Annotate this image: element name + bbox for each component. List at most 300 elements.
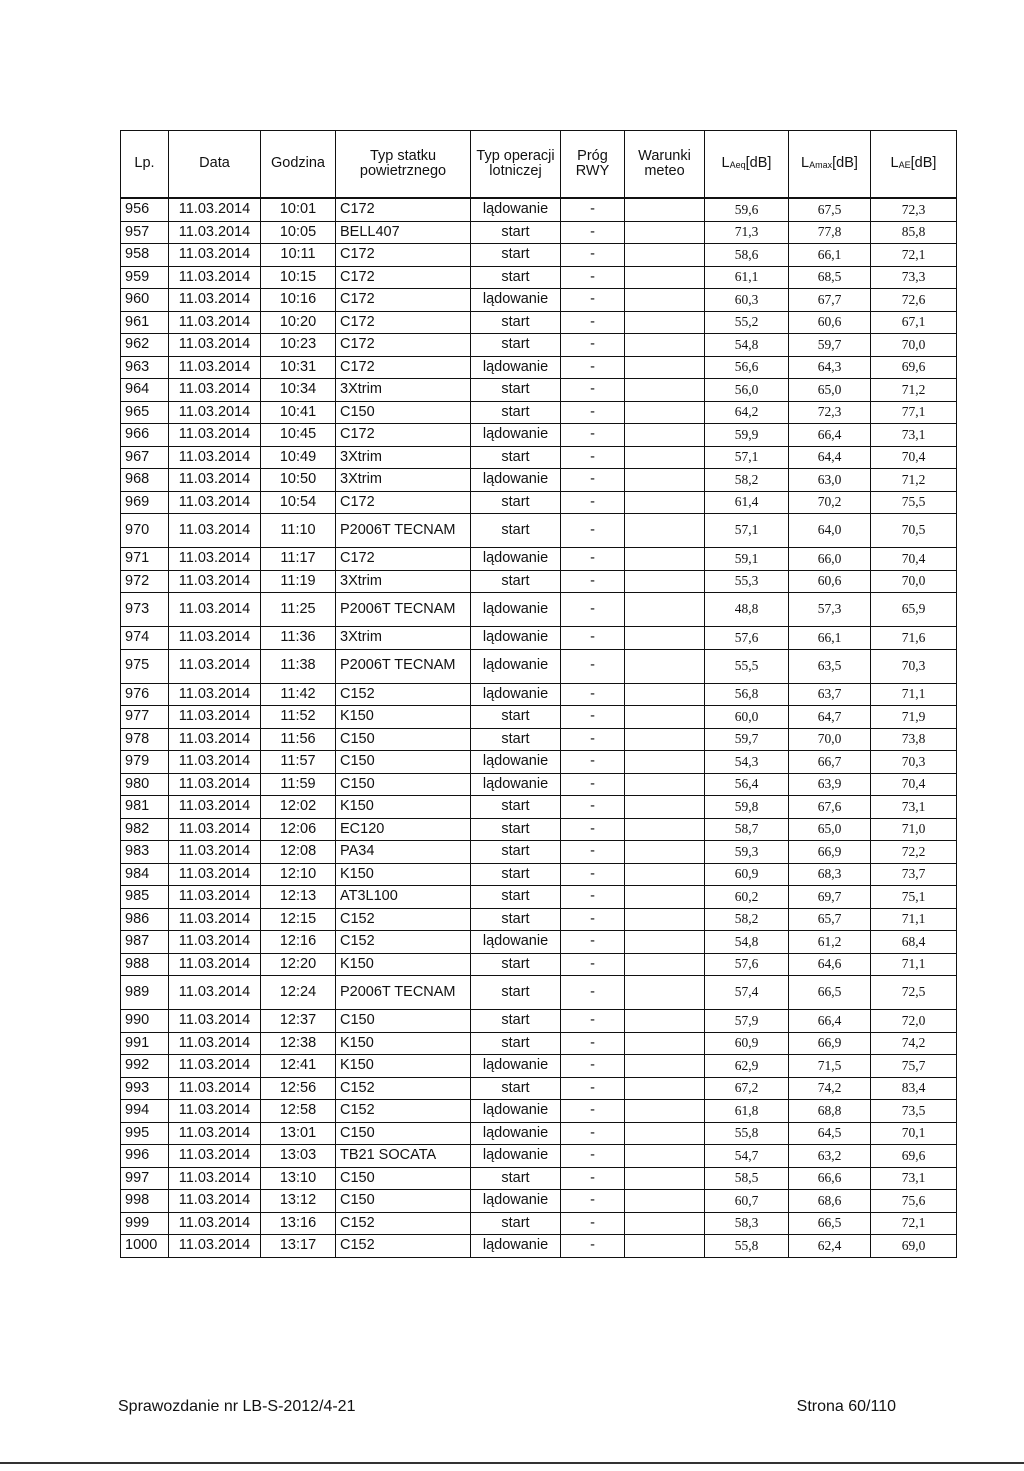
cell-laeq: 61,1 <box>705 266 789 289</box>
cell-operation: lądowanie <box>471 683 561 706</box>
cell-lp: 994 <box>121 1100 169 1123</box>
cell-lamax: 69,7 <box>789 886 871 909</box>
cell-weather <box>625 289 705 312</box>
cell-laeq: 60,7 <box>705 1190 789 1213</box>
cell-time: 13:01 <box>261 1122 336 1145</box>
table-row <box>121 728 957 751</box>
cell-operation: start <box>471 1010 561 1033</box>
cell-runway: - <box>561 683 625 706</box>
cell-lp: 987 <box>121 931 169 954</box>
cell-lamax: 66,9 <box>789 1032 871 1055</box>
cell-laeq: 64,2 <box>705 401 789 424</box>
cell-laeq: 60,0 <box>705 706 789 729</box>
cell-lamax: 63,0 <box>789 469 871 492</box>
cell-laeq: 62,9 <box>705 1055 789 1078</box>
table-row <box>121 401 957 424</box>
cell-laeq: 56,6 <box>705 356 789 379</box>
cell-lamax: 63,2 <box>789 1145 871 1168</box>
cell-laeq: 67,2 <box>705 1077 789 1100</box>
cell-lp: 992 <box>121 1055 169 1078</box>
cell-date: 11.03.2014 <box>169 198 261 221</box>
cell-lp: 963 <box>121 356 169 379</box>
table-row <box>121 593 957 627</box>
cell-time: 12:38 <box>261 1032 336 1055</box>
cell-weather <box>625 491 705 514</box>
cell-lp: 997 <box>121 1167 169 1190</box>
cell-runway: - <box>561 311 625 334</box>
cell-laeq: 54,7 <box>705 1145 789 1168</box>
cell-lp: 960 <box>121 289 169 312</box>
cell-runway: - <box>561 1055 625 1078</box>
cell-runway: - <box>561 379 625 402</box>
cell-time: 12:10 <box>261 863 336 886</box>
cell-date: 11.03.2014 <box>169 548 261 571</box>
cell-lae: 70,0 <box>871 334 957 357</box>
cell-weather <box>625 401 705 424</box>
cell-aircraft-type: C152 <box>336 1235 471 1258</box>
cell-date: 11.03.2014 <box>169 649 261 683</box>
cell-lp: 988 <box>121 953 169 976</box>
cell-runway: - <box>561 289 625 312</box>
cell-lae: 75,6 <box>871 1190 957 1213</box>
cell-weather <box>625 1055 705 1078</box>
cell-time: 10:34 <box>261 379 336 402</box>
cell-time: 10:15 <box>261 266 336 289</box>
cell-weather <box>625 908 705 931</box>
table-row <box>121 683 957 706</box>
cell-weather <box>625 627 705 650</box>
cell-lamax: 65,0 <box>789 818 871 841</box>
cell-aircraft-type: TB21 SOCATA <box>336 1145 471 1168</box>
cell-operation: start <box>471 491 561 514</box>
cell-laeq: 54,8 <box>705 334 789 357</box>
cell-lp: 972 <box>121 570 169 593</box>
cell-aircraft-type: 3Xtrim <box>336 446 471 469</box>
cell-lamax: 64,6 <box>789 953 871 976</box>
cell-operation: lądowanie <box>471 548 561 571</box>
cell-lamax: 61,2 <box>789 931 871 954</box>
cell-time: 13:10 <box>261 1167 336 1190</box>
cell-lae: 72,0 <box>871 1010 957 1033</box>
cell-lae: 73,1 <box>871 424 957 447</box>
cell-aircraft-type: C172 <box>336 491 471 514</box>
cell-lp: 975 <box>121 649 169 683</box>
cell-laeq: 55,2 <box>705 311 789 334</box>
cell-runway: - <box>561 356 625 379</box>
cell-lae: 73,3 <box>871 266 957 289</box>
cell-lp: 971 <box>121 548 169 571</box>
header-lae-unit: [dB] <box>910 155 937 172</box>
cell-lae: 83,4 <box>871 1077 957 1100</box>
cell-lae: 70,4 <box>871 548 957 571</box>
cell-lp: 978 <box>121 728 169 751</box>
cell-time: 12:08 <box>261 841 336 864</box>
cell-runway: - <box>561 1010 625 1033</box>
cell-lae: 75,7 <box>871 1055 957 1078</box>
cell-lp: 989 <box>121 976 169 1010</box>
cell-aircraft-type: P2006T TECNAM <box>336 976 471 1010</box>
cell-laeq: 60,9 <box>705 863 789 886</box>
cell-time: 10:31 <box>261 356 336 379</box>
cell-operation: start <box>471 379 561 402</box>
cell-lp: 966 <box>121 424 169 447</box>
cell-time: 11:56 <box>261 728 336 751</box>
cell-aircraft-type: 3Xtrim <box>336 469 471 492</box>
cell-lae: 72,6 <box>871 289 957 312</box>
cell-lamax: 65,7 <box>789 908 871 931</box>
header-lp: Lp. <box>121 131 169 199</box>
cell-aircraft-type: C172 <box>336 334 471 357</box>
cell-operation: lądowanie <box>471 1145 561 1168</box>
cell-lp: 982 <box>121 818 169 841</box>
cell-operation: lądowanie <box>471 1190 561 1213</box>
cell-lae: 68,4 <box>871 931 957 954</box>
cell-operation: lądowanie <box>471 356 561 379</box>
report-number: Sprawozdanie nr LB-S-2012/4-21 <box>118 1398 356 1415</box>
cell-aircraft-type: C150 <box>336 1010 471 1033</box>
cell-runway: - <box>561 266 625 289</box>
table-row <box>121 1032 957 1055</box>
cell-lamax: 68,6 <box>789 1190 871 1213</box>
cell-laeq: 60,9 <box>705 1032 789 1055</box>
cell-weather <box>625 649 705 683</box>
cell-date: 11.03.2014 <box>169 334 261 357</box>
cell-runway: - <box>561 728 625 751</box>
cell-lamax: 66,7 <box>789 751 871 774</box>
cell-date: 11.03.2014 <box>169 379 261 402</box>
cell-operation: start <box>471 863 561 886</box>
cell-lamax: 60,6 <box>789 570 871 593</box>
cell-lamax: 68,5 <box>789 266 871 289</box>
cell-date: 11.03.2014 <box>169 289 261 312</box>
cell-laeq: 57,6 <box>705 953 789 976</box>
cell-aircraft-type: C172 <box>336 548 471 571</box>
cell-lamax: 66,6 <box>789 1167 871 1190</box>
cell-weather <box>625 818 705 841</box>
cell-weather <box>625 751 705 774</box>
cell-lp: 986 <box>121 908 169 931</box>
table-row <box>121 289 957 312</box>
cell-runway: - <box>561 1167 625 1190</box>
cell-laeq: 60,3 <box>705 289 789 312</box>
table-row <box>121 649 957 683</box>
cell-laeq: 59,9 <box>705 424 789 447</box>
cell-lp: 959 <box>121 266 169 289</box>
table-row <box>121 469 957 492</box>
header-lamax-main: L <box>801 155 810 172</box>
cell-date: 11.03.2014 <box>169 931 261 954</box>
cell-lamax: 66,1 <box>789 627 871 650</box>
cell-aircraft-type: C152 <box>336 908 471 931</box>
cell-operation: start <box>471 1167 561 1190</box>
cell-runway: - <box>561 491 625 514</box>
table-row <box>121 886 957 909</box>
table-row <box>121 931 957 954</box>
cell-lae: 70,4 <box>871 446 957 469</box>
cell-lamax: 74,2 <box>789 1077 871 1100</box>
cell-date: 11.03.2014 <box>169 446 261 469</box>
cell-time: 13:03 <box>261 1145 336 1168</box>
cell-lae: 71,2 <box>871 379 957 402</box>
cell-lae: 67,1 <box>871 311 957 334</box>
cell-time: 11:52 <box>261 706 336 729</box>
cell-weather <box>625 841 705 864</box>
cell-time: 12:16 <box>261 931 336 954</box>
cell-aircraft-type: C172 <box>336 198 471 221</box>
cell-date: 11.03.2014 <box>169 863 261 886</box>
table-row <box>121 334 957 357</box>
cell-lp: 974 <box>121 627 169 650</box>
cell-lp: 968 <box>121 469 169 492</box>
cell-aircraft-type: K150 <box>336 953 471 976</box>
table-row <box>121 514 957 548</box>
cell-lp: 983 <box>121 841 169 864</box>
cell-aircraft-type: EC120 <box>336 818 471 841</box>
cell-lp: 976 <box>121 683 169 706</box>
cell-lamax: 63,9 <box>789 773 871 796</box>
table-row <box>121 1100 957 1123</box>
cell-date: 11.03.2014 <box>169 886 261 909</box>
cell-runway: - <box>561 1077 625 1100</box>
header-lamax-unit: [dB] <box>832 155 858 172</box>
cell-weather <box>625 593 705 627</box>
cell-lp: 964 <box>121 379 169 402</box>
cell-operation: lądowanie <box>471 751 561 774</box>
cell-operation: lądowanie <box>471 649 561 683</box>
cell-date: 11.03.2014 <box>169 266 261 289</box>
cell-aircraft-type: K150 <box>336 1055 471 1078</box>
cell-time: 13:16 <box>261 1212 336 1235</box>
cell-operation: start <box>471 908 561 931</box>
cell-weather <box>625 266 705 289</box>
cell-runway: - <box>561 1032 625 1055</box>
cell-operation: start <box>471 818 561 841</box>
cell-lae: 73,7 <box>871 863 957 886</box>
cell-aircraft-type: C152 <box>336 683 471 706</box>
cell-operation: start <box>471 976 561 1010</box>
header-typ-statku: Typ statku powietrznego <box>336 131 471 199</box>
cell-lae: 71,0 <box>871 818 957 841</box>
cell-laeq: 58,3 <box>705 1212 789 1235</box>
cell-runway: - <box>561 818 625 841</box>
cell-date: 11.03.2014 <box>169 1212 261 1235</box>
cell-aircraft-type: C150 <box>336 1190 471 1213</box>
cell-lp: 967 <box>121 446 169 469</box>
cell-runway: - <box>561 796 625 819</box>
cell-weather <box>625 976 705 1010</box>
cell-time: 13:17 <box>261 1235 336 1258</box>
cell-lamax: 62,4 <box>789 1235 871 1258</box>
cell-lae: 72,2 <box>871 841 957 864</box>
cell-lp: 980 <box>121 773 169 796</box>
table-row <box>121 953 957 976</box>
cell-lae: 72,3 <box>871 198 957 221</box>
cell-weather <box>625 706 705 729</box>
cell-lamax: 57,3 <box>789 593 871 627</box>
cell-lamax: 63,7 <box>789 683 871 706</box>
cell-lae: 71,2 <box>871 469 957 492</box>
cell-laeq: 61,8 <box>705 1100 789 1123</box>
table-row <box>121 424 957 447</box>
cell-laeq: 58,2 <box>705 908 789 931</box>
cell-weather <box>625 198 705 221</box>
cell-lp: 977 <box>121 706 169 729</box>
cell-lp: 984 <box>121 863 169 886</box>
table-row <box>121 706 957 729</box>
cell-lamax: 67,7 <box>789 289 871 312</box>
cell-lae: 75,1 <box>871 886 957 909</box>
cell-operation: lądowanie <box>471 1055 561 1078</box>
cell-time: 10:05 <box>261 221 336 244</box>
cell-runway: - <box>561 649 625 683</box>
cell-aircraft-type: C152 <box>336 1100 471 1123</box>
cell-lp: 970 <box>121 514 169 548</box>
cell-lamax: 64,5 <box>789 1122 871 1145</box>
header-lamax-sub: Amax <box>809 160 833 171</box>
cell-laeq: 59,1 <box>705 548 789 571</box>
cell-laeq: 54,3 <box>705 751 789 774</box>
cell-date: 11.03.2014 <box>169 953 261 976</box>
cell-lp: 996 <box>121 1145 169 1168</box>
table-row <box>121 356 957 379</box>
table-row <box>121 908 957 931</box>
cell-laeq: 57,9 <box>705 1010 789 1033</box>
table-row <box>121 1145 957 1168</box>
cell-weather <box>625 1235 705 1258</box>
cell-operation: lądowanie <box>471 773 561 796</box>
cell-operation: start <box>471 334 561 357</box>
cell-lamax: 66,1 <box>789 244 871 267</box>
cell-aircraft-type: P2006T TECNAM <box>336 514 471 548</box>
cell-operation: start <box>471 221 561 244</box>
cell-aircraft-type: C152 <box>336 1077 471 1100</box>
cell-weather <box>625 469 705 492</box>
bottom-rule <box>0 1462 1024 1464</box>
cell-lamax: 64,0 <box>789 514 871 548</box>
cell-lamax: 67,6 <box>789 796 871 819</box>
cell-laeq: 56,8 <box>705 683 789 706</box>
cell-lae: 70,0 <box>871 570 957 593</box>
cell-time: 11:17 <box>261 548 336 571</box>
cell-weather <box>625 886 705 909</box>
table-header-row <box>121 131 957 199</box>
cell-weather <box>625 728 705 751</box>
table-row <box>121 311 957 334</box>
cell-operation: start <box>471 1077 561 1100</box>
header-lae-sub: AE <box>898 160 911 171</box>
table-row <box>121 1055 957 1078</box>
cell-time: 12:41 <box>261 1055 336 1078</box>
cell-aircraft-type: 3Xtrim <box>336 379 471 402</box>
cell-date: 11.03.2014 <box>169 401 261 424</box>
cell-runway: - <box>561 424 625 447</box>
cell-aircraft-type: K150 <box>336 796 471 819</box>
cell-weather <box>625 683 705 706</box>
cell-time: 10:01 <box>261 198 336 221</box>
table-row <box>121 570 957 593</box>
table-row <box>121 1235 957 1258</box>
cell-laeq: 58,5 <box>705 1167 789 1190</box>
cell-lae: 73,1 <box>871 796 957 819</box>
cell-aircraft-type: C172 <box>336 424 471 447</box>
table-row <box>121 773 957 796</box>
cell-operation: start <box>471 796 561 819</box>
cell-weather <box>625 379 705 402</box>
cell-lae: 73,1 <box>871 1167 957 1190</box>
table-row <box>121 1077 957 1100</box>
cell-laeq: 55,8 <box>705 1235 789 1258</box>
cell-laeq: 61,4 <box>705 491 789 514</box>
cell-date: 11.03.2014 <box>169 1077 261 1100</box>
cell-weather <box>625 356 705 379</box>
cell-weather <box>625 424 705 447</box>
cell-lae: 69,6 <box>871 356 957 379</box>
cell-weather <box>625 953 705 976</box>
cell-laeq: 58,2 <box>705 469 789 492</box>
cell-date: 11.03.2014 <box>169 1145 261 1168</box>
cell-weather <box>625 311 705 334</box>
cell-lae: 75,5 <box>871 491 957 514</box>
table-row <box>121 818 957 841</box>
cell-time: 11:57 <box>261 751 336 774</box>
table-row <box>121 1010 957 1033</box>
cell-operation: start <box>471 514 561 548</box>
cell-time: 10:49 <box>261 446 336 469</box>
cell-date: 11.03.2014 <box>169 627 261 650</box>
cell-runway: - <box>561 593 625 627</box>
cell-lamax: 68,3 <box>789 863 871 886</box>
cell-aircraft-type: BELL407 <box>336 221 471 244</box>
cell-laeq: 57,1 <box>705 446 789 469</box>
cell-operation: start <box>471 244 561 267</box>
cell-weather <box>625 931 705 954</box>
header-laeq-sub: Aeq <box>729 160 746 171</box>
cell-lae: 69,0 <box>871 1235 957 1258</box>
cell-time: 12:56 <box>261 1077 336 1100</box>
cell-runway: - <box>561 953 625 976</box>
cell-operation: start <box>471 401 561 424</box>
table-row <box>121 796 957 819</box>
cell-runway: - <box>561 886 625 909</box>
cell-lae: 70,1 <box>871 1122 957 1145</box>
cell-operation: start <box>471 886 561 909</box>
cell-date: 11.03.2014 <box>169 424 261 447</box>
cell-runway: - <box>561 931 625 954</box>
cell-lae: 65,9 <box>871 593 957 627</box>
cell-time: 12:06 <box>261 818 336 841</box>
cell-operation: lądowanie <box>471 1122 561 1145</box>
cell-lae: 73,5 <box>871 1100 957 1123</box>
cell-lp: 990 <box>121 1010 169 1033</box>
cell-laeq: 57,4 <box>705 976 789 1010</box>
cell-time: 10:45 <box>261 424 336 447</box>
cell-time: 12:20 <box>261 953 336 976</box>
cell-lp: 961 <box>121 311 169 334</box>
cell-aircraft-type: C150 <box>336 401 471 424</box>
cell-laeq: 55,3 <box>705 570 789 593</box>
cell-laeq: 48,8 <box>705 593 789 627</box>
cell-weather <box>625 446 705 469</box>
cell-weather <box>625 221 705 244</box>
cell-lp: 993 <box>121 1077 169 1100</box>
cell-aircraft-type: C150 <box>336 1167 471 1190</box>
cell-runway: - <box>561 976 625 1010</box>
cell-time: 12:13 <box>261 886 336 909</box>
cell-aircraft-type: K150 <box>336 863 471 886</box>
cell-lae: 71,1 <box>871 908 957 931</box>
cell-runway: - <box>561 706 625 729</box>
cell-operation: lądowanie <box>471 1100 561 1123</box>
